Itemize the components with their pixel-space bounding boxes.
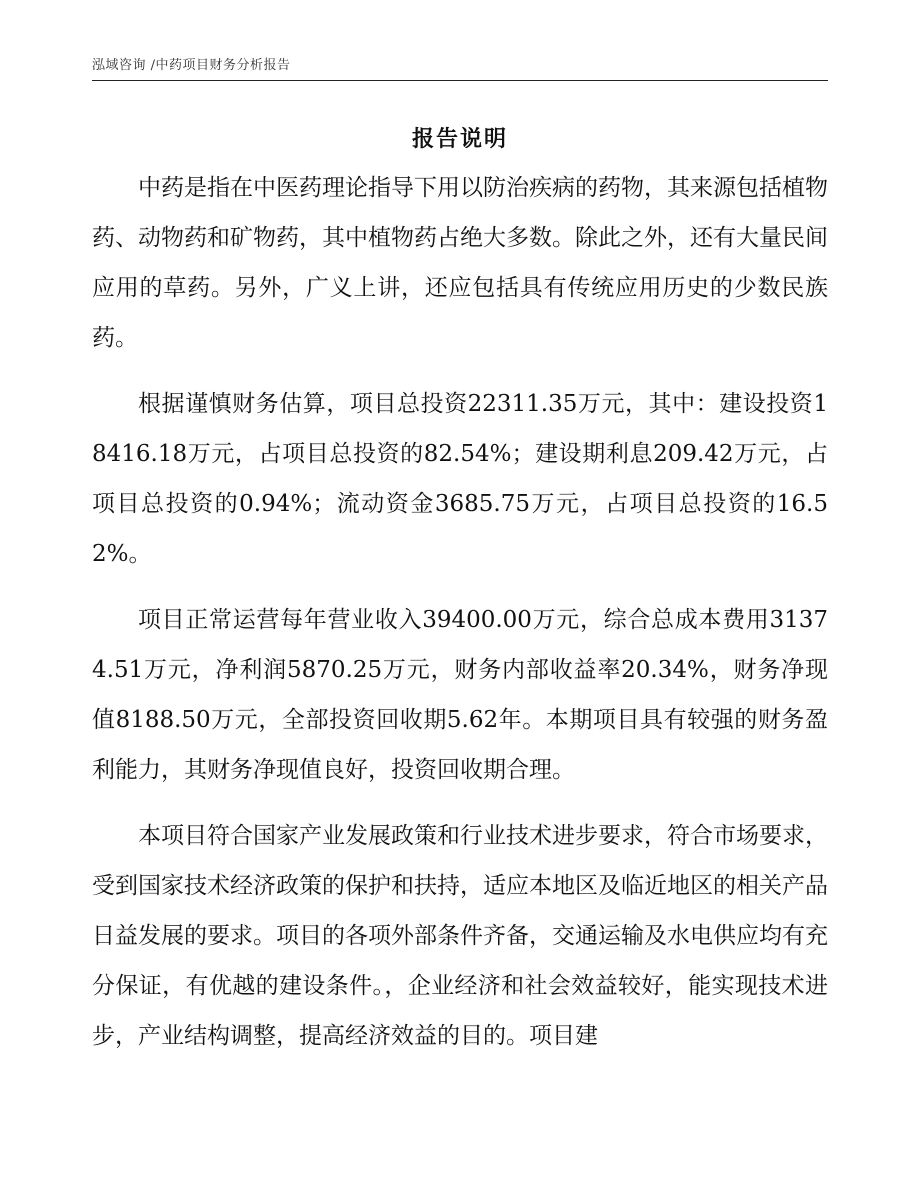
running-header: 泓域咨询 /中药项目财务分析报告 (92, 58, 291, 73)
header-divider (92, 80, 828, 81)
page-title: 报告说明 (411, 127, 508, 152)
paragraph-policy: 本项目符合国家产业发展政策和行业技术进步要求，符合市场要求，受到国家技术经济政策的保护和扶持，适应本地区及临近地区的相关产品日益发展的要求。项目的各项外部条件齐备，交通运输及水电供应均有充分保证，有优越的建设条件。，企业经济和社会效益较好，能实现技术进步，产业结构调整，提高经济效益的目的。项目建 (92, 823, 828, 1049)
body-text (92, 163, 828, 1077)
paragraph-intro: 中药是指在中医药理论指导下用以防治疾病的药物，其来源包括植物药、动物药和矿物药，其中植物药占绝大多数。除此之外，还有大量民间应用的草药。另外，广义上讲，还应包括具有传统应用历史的少数民族药。 (92, 175, 828, 351)
paragraph-investment: 根据谨慎财务估算，项目总投资22311.35万元，其中：建设投资18416.18万元，占项目总投资的82.54%；建设期利息209.42万元，占项目总投资的0.94%；流动资金3685.75万元，占项目总投资的16.52%。 (92, 391, 828, 567)
paragraph-operations: 项目正常运营每年营业收入39400.00万元，综合总成本费用31374.51万元，净利润5870.25万元，财务内部收益率20.34%，财务净现值8188.50万元，全部投资回收期5.62年。本期项目具有较强的财务盈利能力，其财务净现值良好，投资回收期合理。 (92, 607, 828, 783)
